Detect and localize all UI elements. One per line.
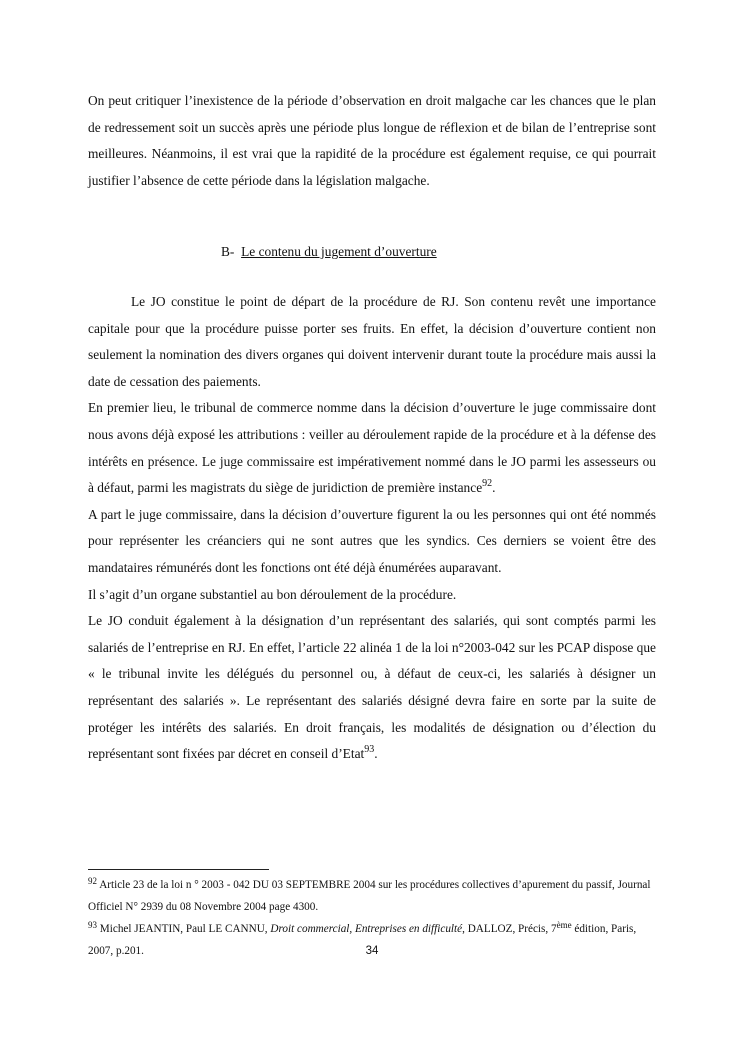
intro-paragraph: On peut critiquer l’inexistence de la période d’observation en droit malgache car les chances que le plan de redressement soit un succès après une période plus longue de réflexion et de bilan de l’entreprise sont meilleures. Néanmoins, il est vrai que la rapidité de la procédure est également requise, ce qui pourrait justifier l’absence de cette période dans la législation malgache. bbox=[88, 93, 656, 188]
footnote-93-title: Droit commercial, Entreprises en difficulté bbox=[270, 923, 463, 935]
intro-block bbox=[88, 88, 656, 194]
paragraph-2 bbox=[88, 395, 656, 501]
paragraph-2-text: En premier lieu, le tribunal de commerce nomme dans la décision d’ouverture le juge commissaire dont nous avons déjà exposé les attributions : veiller au déroulement rapide de la procédure et à la défense des intérêts en présence. Le juge commissaire est impérativement nommé dans le JO parmi les assesseurs ou à défaut, parmi les magistrats du siège de juridiction de première instance bbox=[88, 400, 656, 496]
footnote-93-number: 93 bbox=[88, 920, 97, 930]
section-title: Le contenu du jugement d’ouverture bbox=[241, 244, 437, 259]
footnote-93-authors: Michel JEANTIN, Paul LE CANNU, bbox=[99, 923, 268, 935]
footnote-ref-92[interactable]: 92 bbox=[482, 478, 493, 490]
footnote-separator bbox=[88, 869, 269, 870]
footnote-ref-93[interactable]: 93 bbox=[364, 744, 375, 756]
paragraph-2-end: . bbox=[492, 480, 496, 496]
section-heading bbox=[221, 239, 437, 265]
paragraph-5-text: Le JO conduit également à la désignation d’un représentant des salariés, qui sont comptés parmi les salariés de l’entreprise en RJ. En effet, l’article 22 alinéa 1 de la loi n°2003-042 sur les PCAP dispose que « le tribunal invite les délégués du personnel ou, à défaut de ceux-ci, les salariés à désigner un représentant des salariés ». Le représentant des salariés désigné devra faire en sorte par la suite de protéger les intérêts des salariés. En droit français, les modalités de désignation ou d’élection du représentant sont fixées par décret en conseil d’Etat bbox=[88, 613, 656, 762]
paragraph-5 bbox=[88, 608, 656, 768]
page-number: 34 bbox=[365, 945, 379, 957]
paragraph-5-end: . bbox=[374, 746, 378, 762]
paragraph-4: Il s’agit d’un organe substantiel au bon déroulement de la procédure. bbox=[88, 586, 457, 602]
footnote-93-edition-sup: ème bbox=[556, 920, 572, 930]
footnote-92-text: Article 23 de la loi n ° 2003 - 042 DU 03 SEPTEMBRE 2004 sur les procédures collectives d’apurement du passif, Journal Officiel N° 2939 du 08 Novembre 2004 page 4300. bbox=[88, 879, 651, 913]
footnote-92 bbox=[88, 874, 656, 918]
footnote-92-number: 92 bbox=[88, 876, 97, 886]
paragraph-1: Le JO constitue le point de départ de la procédure de RJ. Son contenu revêt une importance capitale pour que la procédure puisse porter ses fruits. En effet, la décision d’ouverture contient non seulement la nomination des divers organes qui doivent intervenir durant toute la procédure mais aussi la date de cessation des paiements. bbox=[88, 294, 656, 389]
section-content bbox=[88, 289, 656, 768]
footnote-93-publisher: , DALLOZ, Précis, 7 bbox=[462, 923, 557, 935]
footnote-93-rest: édition, Paris, 2007, p.201. bbox=[88, 923, 637, 957]
paragraph-3: A part le juge commissaire, dans la décision d’ouverture figurent la ou les personnes qui ont été nommés pour représenter les créanciers qui ne sont autres que les syndics. Ces derniers se voient être des mandataires rémunérés dont les fonctions ont été déjà énumérées auparavant. bbox=[88, 506, 656, 575]
section-number: B- bbox=[221, 244, 235, 259]
